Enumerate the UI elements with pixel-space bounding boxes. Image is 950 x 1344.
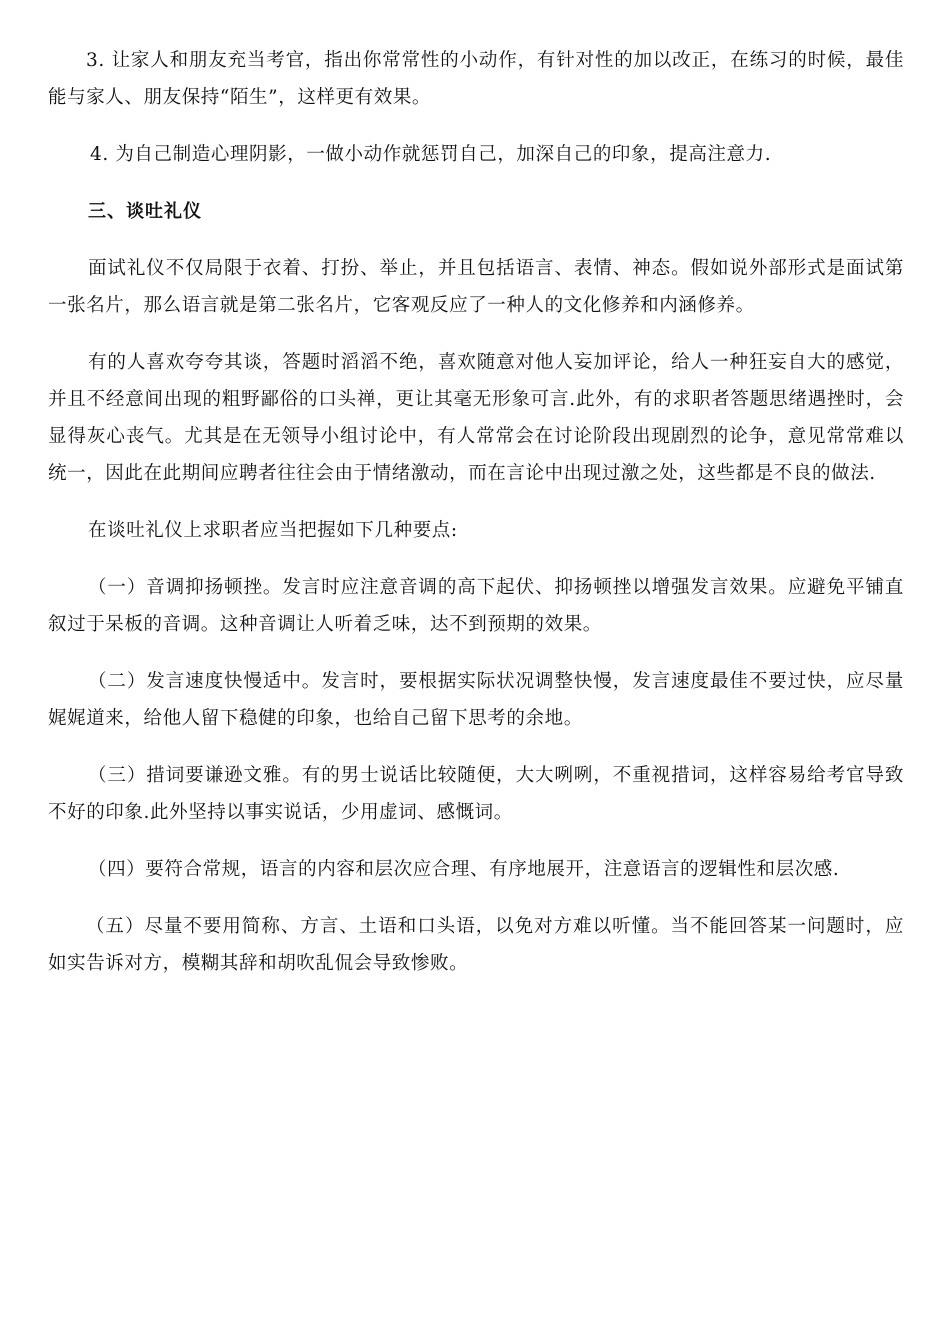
paragraph-point-1: （一）音调抑扬顿挫。发言时应注意音调的高下起伏、抑扬顿挫以增强发言效果。应避免平铺直叙过于呆板的音调。这种音调让人听着乏味，达不到预期的效果。 xyxy=(48,577,904,635)
paragraph-point-2: （二）发言速度快慢适中。发言时，要根据实际状况调整快慢，发言速度最佳不要过快，应尽量娓娓道来，给他人留下稳健的印象，也给自己留下思考的余地。 xyxy=(48,671,904,729)
paragraph-bad-habits: 有的人喜欢夸夸其谈，答题时滔滔不绝，喜欢随意对他人妄加评论，给人一种狂妄自大的感觉，并且不经意间出现的粗野鄙俗的口头禅，更让其毫无形象可言.此外，有的求职者答题思绪遇挫时，会显得灰心丧气。尤其是在无领导小组讨论中，有人常常会在讨论阶段出现剧烈的论争，意见常常难以统一，因此在此期间应聘者往往会由于情绪激动，而在言论中出现过激之处，这些都是不良的做法. xyxy=(48,352,904,484)
document-page xyxy=(48,42,904,1002)
paragraph-key-points-lead: 在谈吐礼仪上求职者应当把握如下几种要点: xyxy=(88,520,458,541)
paragraph-point-5: （五）尽量不要用简称、方言、土语和口头语，以免对方难以听懂。当不能回答某一问题时，应如实告诉对方，模糊其辞和胡吹乱侃会导致惨败。 xyxy=(48,916,904,974)
paragraph-tip-3: 3. 让家人和朋友充当考官，指出你常常性的小动作，有针对性的加以改正，在练习的时候，最佳能与家人、朋友保持“陌生”，这样更有效果。 xyxy=(48,50,904,108)
paragraph-tip-4: 4. 为自己制造心理阴影，一做小动作就惩罚自己，加深自己的印象，提高注意力. xyxy=(90,144,772,165)
paragraph-intro: 面试礼仪不仅局限于衣着、打扮、举止，并且包括语言、表情、神态。假如说外部形式是面试第一张名片，那么语言就是第二张名片，它客观反应了一种人的文化修养和内涵修养。 xyxy=(48,258,904,316)
paragraph-point-3: （三）措词要谦逊文雅。有的男士说话比较随便，大大咧咧，不重视措词，这样容易给考官导致不好的印象.此外坚持以事实说话，少用虚词、感慨词。 xyxy=(48,765,904,823)
section-heading: 三、谈吐礼仪 xyxy=(88,201,202,222)
paragraph-point-4: （四）要符合常规，语言的内容和层次应合理、有序地展开，注意语言的逻辑性和层次感. xyxy=(88,859,840,880)
